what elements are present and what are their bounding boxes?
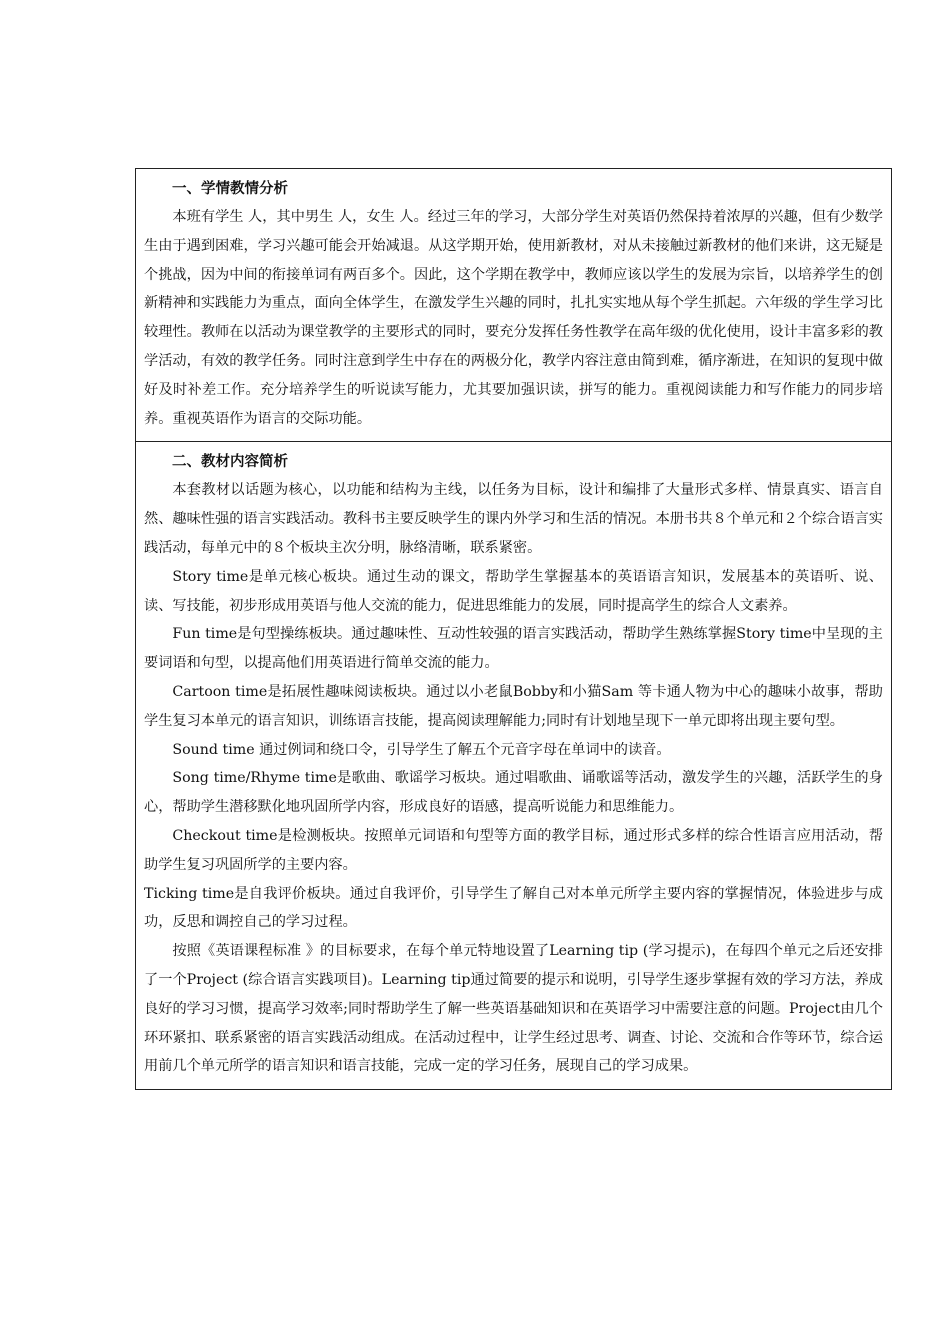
section-heading: 一、学情教情分析 bbox=[172, 181, 288, 197]
paragraph: Sound time 通过例词和绕口令，引导学生了解五个元音字母在单词中的读音。 bbox=[172, 741, 671, 758]
document-table bbox=[135, 168, 892, 1090]
paragraph: Story time是单元核心板块。通过生动的课文，帮助学生掌握基本的英语语言知识，发展基本的英语听、说、读、写技能，初步形成用英语与他人交流的能力，促进思维能力的发展，同时提高学生的综合人文素养。 bbox=[144, 568, 883, 614]
paragraph: Fun time是句型操练板块。通过趣味性、互动性较强的语言实践活动，帮助学生熟练掌握Story time中呈现的主要词语和句型，以提高他们用英语进行简单交流的能力。 bbox=[144, 626, 883, 672]
paragraph: Ticking time是自我评价板块。通过自我评价，引导学生了解自己对本单元所学主要内容的掌握情况，体验进步与成功，反思和调控自己的学习过程。 bbox=[144, 885, 883, 931]
paragraph: 本班有学生 人，其中男生 人，女生 人。经过三年的学习，大部分学生对英语仍然保持着浓厚的兴趣，但有少数学生由于遇到困难，学习兴趣可能会开始减退。从这学期开始，使用新教材，对从未接触过新教材的他们来讲，这无疑是个挑战，因为中间的衔接单词有两百多个。因此，这个学期在教学中，教师应该以学生的发展为宗旨，以培养学生的创新精神和实践能力为重点，面向全体学生，在激发学生兴趣的同时，扎扎实实地从每个学生抓起。六年级的学生学习比较理性。教师在以活动为课堂教学的主要形式的同时，要充分发挥任务性教学在高年级的优化使用，设计丰富多彩的教学活动，有效的教学任务。同时注意到学生中存在的两极分化，教学内容注意由简到难，循序渐进，在知识的复现中做好及时补差工作。充分培养学生的听说读写能力，尤其要加强识读，拼写的能力。重视阅读能力和写作能力的同步培养。重视英语作为语言的交际功能。 bbox=[144, 209, 883, 427]
paragraph: 本套教材以话题为核心，以功能和结构为主线，以任务为目标，设计和编排了大量形式多样、情景真实、语言自然、趣味性强的语言实践活动。教科书主要反映学生的课内外学习和生活的情况。本册书共８个单元和２个综合语言实践活动，每单元中的８个板块主次分明，脉络清晰，联系紧密。 bbox=[144, 482, 883, 556]
paragraph: 按照《英语课程标准 》的目标要求，在每个单元特地设置了Learning tip (学习提示)，在每四个单元之后还安排了一个Project (综合语言实践项目)。Learning tip通过简要的提示和说明，引导学生逐步掌握有效的学习方法，养成良好的学习习惯，提高学习效率;同时帮助学生了解一些英语基础知识和在英语学习中需要注意的问题。Project由几个环环紧扣、联系紧密的语言实践活动组成。在活动过程中，让学生经过思考、调查、讨论、交流和合作等环节，综合运用前几个单元所学的语言知识和语言技能，完成一定的学习任务，展现自己的学习成果。 bbox=[144, 943, 883, 1075]
section-student-analysis bbox=[136, 169, 891, 442]
section-textbook-analysis bbox=[136, 442, 891, 1089]
paragraph: Checkout time是检测板块。按照单元词语和句型等方面的教学目标，通过形式多样的综合性语言应用活动，帮助学生复习巩固所学的主要内容。 bbox=[144, 827, 883, 873]
section-heading: 二、教材内容简析 bbox=[172, 454, 288, 471]
paragraph: Cartoon time是拓展性趣味阅读板块。通过以小老鼠Bobby和小猫Sam 等卡通人物为中心的趣味小故事，帮助学生复习本单元的语言知识，训练语言技能，提高阅读理解能力;同时有计划地呈现下一单元即将出现主要句型。 bbox=[144, 683, 883, 729]
paragraph: Song time/Rhyme time是歌曲、歌谣学习板块。通过唱歌曲、诵歌谣等活动，激发学生的兴趣，活跃学生的身心，帮助学生潜移默化地巩固所学内容，形成良好的语感，提高听说能力和思维能力。 bbox=[144, 770, 883, 816]
